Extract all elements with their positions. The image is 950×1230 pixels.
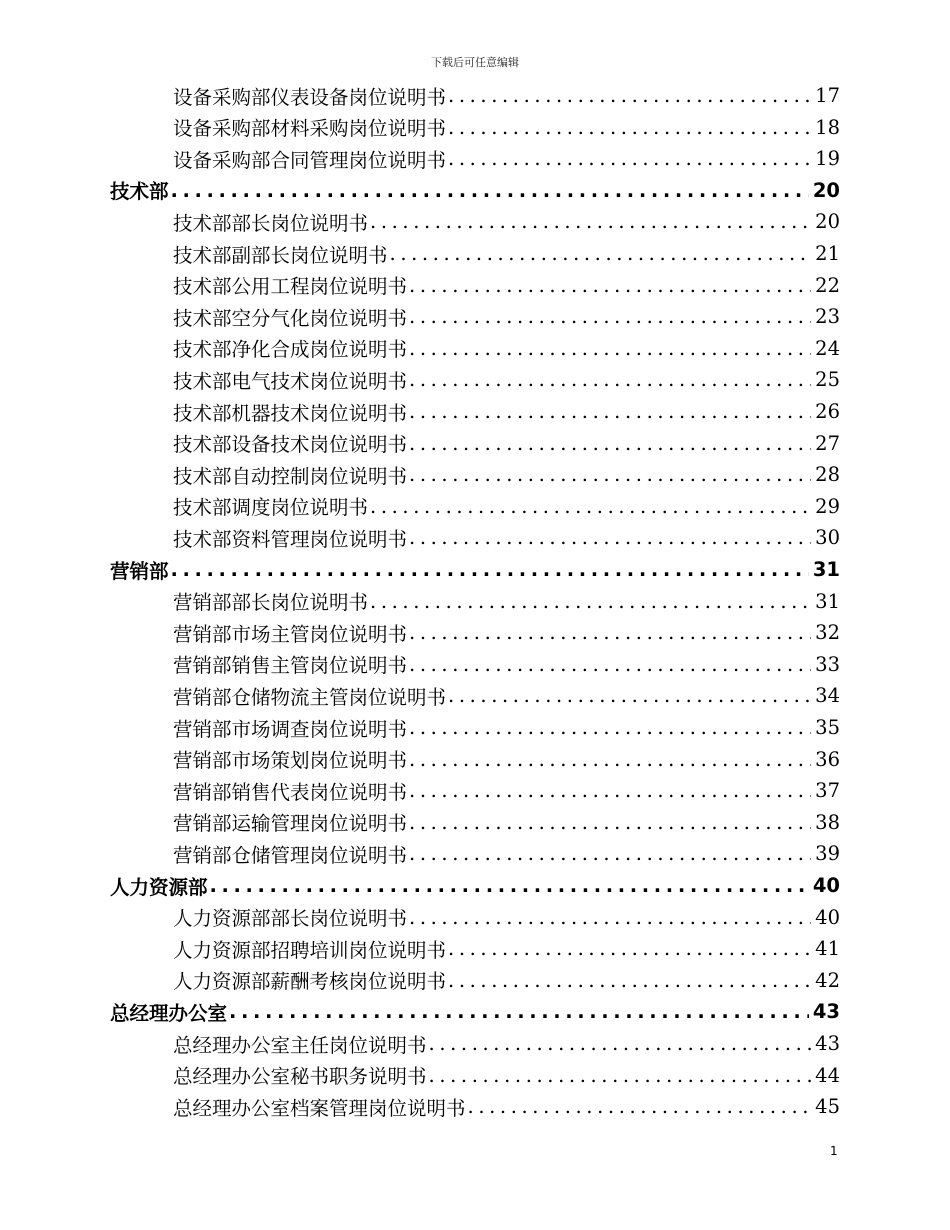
toc-entry[interactable] — [173, 807, 840, 838]
toc-dot-leader — [407, 274, 811, 297]
toc-entry-page: 34 — [815, 684, 840, 708]
toc-entry[interactable] — [173, 459, 840, 490]
toc-entry-page: 29 — [815, 494, 840, 518]
toc-entry[interactable] — [173, 1060, 840, 1091]
toc-entry-page: 43 — [815, 1032, 840, 1055]
toc-dot-leader — [407, 463, 811, 486]
toc-entry-title: 营销部市场调查岗位说明书 — [173, 717, 408, 741]
toc-entry-title: 营销部仓储物流主管岗位说明书 — [173, 685, 447, 709]
toc-entry[interactable] — [173, 965, 840, 996]
toc-dot-leader — [446, 147, 811, 170]
toc-dot-leader — [466, 1095, 812, 1118]
toc-dot-leader — [368, 210, 811, 233]
toc-dot-leader — [446, 969, 811, 992]
toc-entry-page: 42 — [815, 968, 840, 992]
toc-entry-title: 人力资源部部长岗位说明书 — [173, 907, 408, 931]
toc-entry-title: 技术部净化合成岗位说明书 — [173, 338, 408, 362]
header-note: 下载后可任意编辑 — [431, 56, 519, 69]
toc-entry-page: 45 — [815, 1095, 840, 1119]
toc-entry-title: 技术部机器技术岗位说明书 — [173, 401, 408, 425]
toc-dot-leader — [368, 495, 811, 518]
toc-dot-leader — [169, 558, 809, 581]
toc-entry-page: 27 — [815, 431, 840, 455]
toc-section-entry[interactable] — [110, 554, 840, 585]
toc-dot-leader — [208, 874, 809, 897]
toc-section-entry[interactable] — [110, 996, 840, 1027]
toc-entry[interactable] — [173, 301, 840, 332]
toc-entry-title: 营销部销售主管岗位说明书 — [173, 654, 408, 678]
toc-entry-title: 设备采购部材料采购岗位说明书 — [173, 117, 447, 141]
toc-entry-page: 38 — [815, 810, 840, 834]
toc-dot-leader — [407, 526, 811, 549]
toc-dot-leader — [407, 337, 811, 360]
toc-dot-leader — [407, 368, 811, 391]
toc-entry-page: 21 — [815, 242, 840, 265]
toc-entry[interactable] — [173, 617, 840, 648]
toc-dot-leader — [446, 84, 811, 107]
toc-entry-page: 23 — [815, 305, 840, 329]
toc-entry-page: 25 — [815, 368, 840, 392]
toc-entry-title: 技术部副部长岗位说明书 — [173, 243, 388, 267]
toc-entry-title: 营销部部长岗位说明书 — [173, 591, 369, 615]
toc-entry[interactable] — [173, 364, 840, 395]
toc-entry-title: 总经理办公室 — [110, 1001, 228, 1025]
toc-dot-leader — [407, 305, 811, 328]
toc-entry-page: 18 — [815, 115, 840, 139]
toc-dot-leader — [407, 842, 811, 865]
toc-dot-leader — [169, 179, 809, 202]
toc-entry-page: 40 — [812, 874, 840, 897]
toc-dot-leader — [407, 653, 811, 676]
toc-entry-page: 43 — [812, 1000, 840, 1024]
toc-entry-page: 31 — [815, 589, 840, 613]
toc-entry-page: 24 — [815, 336, 840, 360]
toc-entry-title: 营销部市场主管岗位说明书 — [173, 622, 408, 646]
toc-entry-title: 技术部自动控制岗位说明书 — [173, 464, 408, 488]
toc-entry-page: 28 — [815, 463, 840, 487]
toc-dot-leader — [407, 400, 811, 423]
toc-entry-page: 17 — [815, 84, 840, 107]
toc-dot-leader — [227, 1000, 809, 1023]
toc-entry[interactable] — [173, 522, 840, 553]
toc-entry-page: 40 — [815, 905, 840, 929]
toc-entry[interactable] — [173, 933, 840, 964]
toc-dot-leader — [407, 811, 811, 834]
toc-section-entry[interactable] — [110, 870, 840, 901]
toc-entry-page: 35 — [815, 716, 840, 739]
toc-dot-leader — [446, 684, 811, 707]
toc-entry-title: 总经理办公室主任岗位说明书 — [173, 1033, 427, 1057]
toc-dot-leader — [407, 779, 811, 802]
toc-entry[interactable] — [173, 112, 840, 143]
toc-entry[interactable] — [173, 143, 840, 174]
toc-entry[interactable] — [173, 80, 840, 111]
toc-entry-title: 营销部仓储管理岗位说明书 — [173, 843, 408, 867]
toc-dot-leader — [407, 621, 811, 644]
toc-entry-page: 19 — [815, 147, 840, 171]
toc-entry-title: 技术部 — [110, 180, 169, 204]
toc-dot-leader — [407, 432, 811, 455]
toc-entry-title: 营销部 — [110, 559, 169, 583]
toc-entry-title: 技术部公用工程岗位说明书 — [173, 275, 408, 299]
toc-entry-title: 营销部市场策划岗位说明书 — [173, 749, 408, 773]
toc-entry-page: 32 — [815, 621, 840, 645]
toc-entry-page: 41 — [815, 937, 840, 961]
toc-dot-leader — [427, 1064, 812, 1087]
toc-entry-title: 设备采购部仪表设备岗位说明书 — [173, 85, 447, 109]
toc-entry-title: 技术部设备技术岗位说明书 — [173, 433, 408, 457]
toc-dot-leader — [407, 748, 811, 771]
toc-entry-title: 总经理办公室档案管理岗位说明书 — [173, 1096, 466, 1120]
toc-entry[interactable] — [173, 744, 840, 775]
toc-dot-leader — [407, 906, 811, 929]
toc-entry-page: 39 — [815, 842, 840, 866]
toc-dot-leader — [407, 716, 811, 739]
toc-entry-title: 技术部部长岗位说明书 — [173, 211, 369, 235]
toc-section-entry[interactable] — [110, 175, 840, 206]
toc-entry-page: 31 — [812, 558, 840, 581]
toc-entry-title: 技术部调度岗位说明书 — [173, 496, 369, 520]
toc-entry[interactable] — [173, 270, 840, 301]
toc-entry-title: 设备采购部合同管理岗位说明书 — [173, 148, 447, 172]
toc-entry[interactable] — [173, 838, 840, 869]
toc-dot-leader — [446, 116, 811, 139]
toc-entry-title: 技术部资料管理岗位说明书 — [173, 527, 408, 551]
toc-entry-title: 人力资源部薪酬考核岗位说明书 — [173, 970, 447, 994]
toc-entry[interactable] — [173, 396, 840, 427]
toc-entry-page: 20 — [815, 210, 840, 234]
toc-entry-title: 人力资源部招聘培训岗位说明书 — [173, 938, 447, 962]
toc-dot-leader — [368, 590, 811, 613]
toc-entry[interactable] — [173, 1091, 840, 1122]
toc-entry-title: 营销部销售代表岗位说明书 — [173, 780, 408, 804]
toc-entry-page: 20 — [812, 178, 840, 202]
toc-entry[interactable] — [173, 775, 840, 806]
toc-entry-page: 22 — [815, 273, 840, 297]
toc-entry-title: 人力资源部 — [110, 875, 208, 899]
toc-entry-page: 33 — [815, 652, 840, 676]
toc-dot-leader — [388, 242, 812, 265]
toc-entry[interactable] — [173, 428, 840, 459]
page-number: 1 — [830, 1144, 838, 1158]
toc-entry-page: 36 — [815, 747, 840, 771]
toc-entry[interactable] — [173, 238, 840, 269]
toc-entry-page: 37 — [815, 779, 840, 803]
toc-entry-page: 30 — [815, 526, 840, 550]
toc-entry[interactable] — [173, 712, 840, 743]
toc-entry[interactable] — [173, 680, 840, 711]
toc-entry-page: 44 — [815, 1063, 840, 1087]
toc-entry[interactable] — [173, 1028, 840, 1059]
toc-entry[interactable] — [173, 333, 840, 364]
toc-dot-leader — [427, 1032, 812, 1055]
toc-entry-title: 营销部运输管理岗位说明书 — [173, 812, 408, 836]
toc-entry[interactable] — [173, 649, 840, 680]
toc-entry-page: 26 — [815, 400, 840, 423]
toc-entry[interactable] — [173, 902, 840, 933]
toc-entry-title: 技术部电气技术岗位说明书 — [173, 369, 408, 393]
toc-entry[interactable] — [173, 491, 840, 522]
toc-entry-title: 总经理办公室秘书职务说明书 — [173, 1065, 427, 1089]
toc-dot-leader — [446, 937, 811, 960]
toc-entry-title: 技术部空分气化岗位说明书 — [173, 306, 408, 330]
toc-entry[interactable] — [173, 206, 840, 237]
toc-entry[interactable] — [173, 586, 840, 617]
